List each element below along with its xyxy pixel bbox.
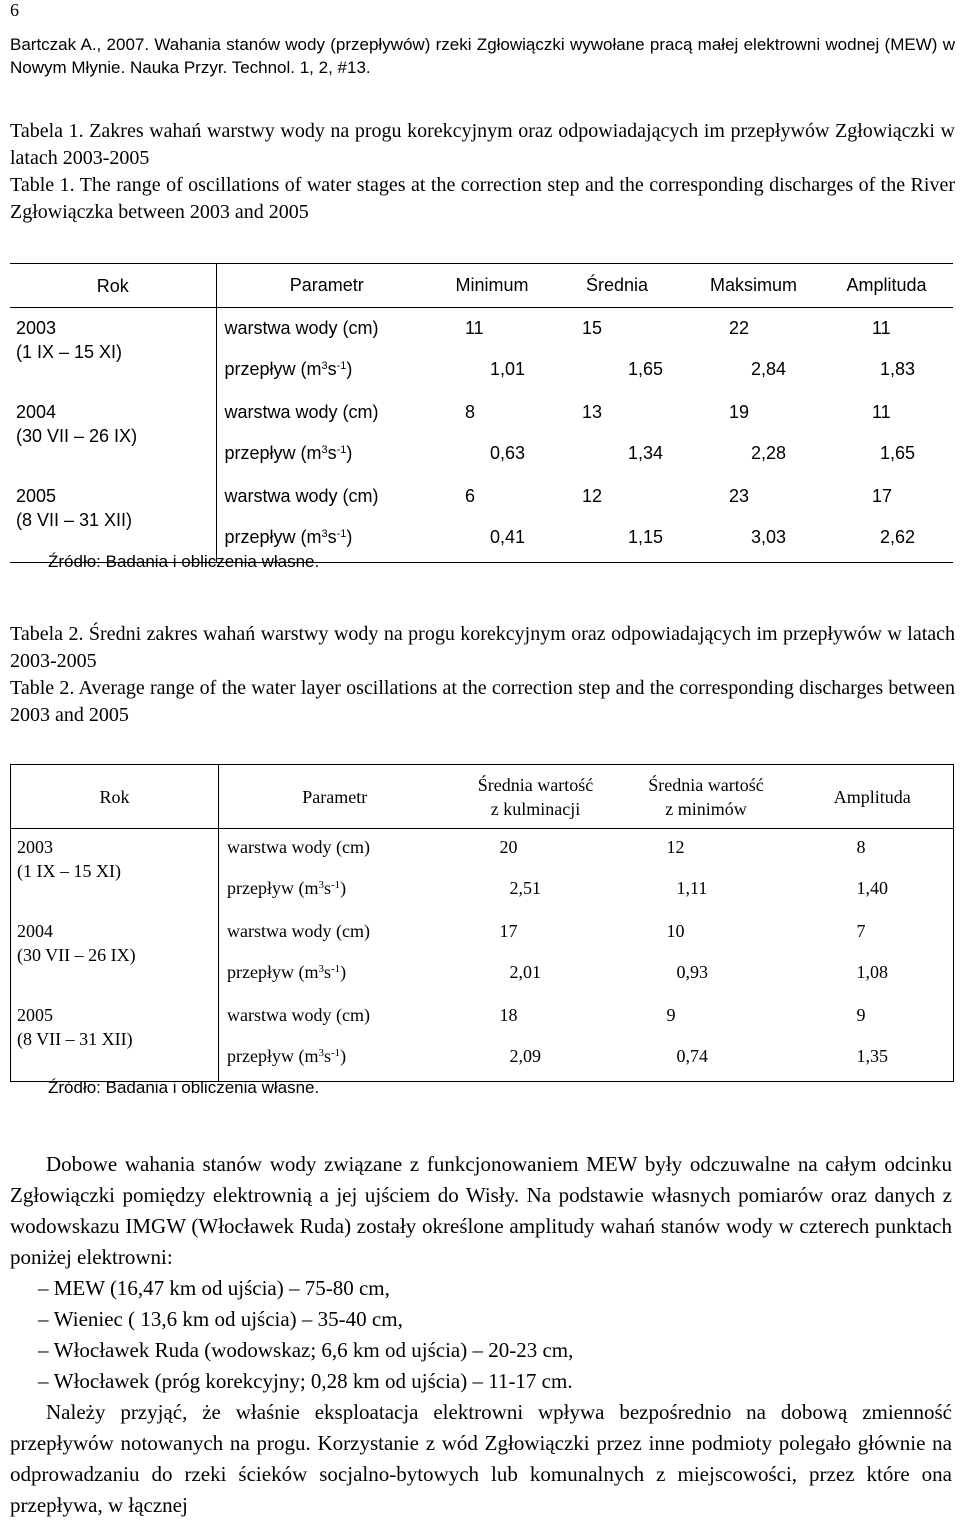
cell-min: 11 — [465, 318, 484, 338]
unit-exponent: 3 — [321, 528, 328, 540]
cell-mean: 1,34 — [627, 443, 663, 463]
table-row — [11, 997, 954, 1040]
list-item: – Wieniec ( 13,6 km od ujścia) – 35-40 cm, — [38, 1304, 952, 1335]
table2-header-minimow — [621, 765, 792, 829]
unit-exponent: -1 — [330, 963, 341, 975]
cell-kulminacji: 18 — [499, 1005, 518, 1025]
table1 — [10, 263, 953, 563]
header-line: z kulminacji — [490, 798, 581, 819]
table2-caption-pl: Tabela 2. Średni zakres wahań warstwy wody na progu korekcyjnym oraz odpowiadających im przepływów w latach 2003-2005 — [10, 623, 955, 672]
unit-part: ) — [346, 359, 353, 379]
table1-header-minimum: Minimum — [437, 264, 547, 308]
cell-amplitude: 1,35 — [856, 1046, 888, 1066]
param-stage: warstwa wody (cm) — [224, 318, 379, 338]
param-flow — [219, 1040, 451, 1082]
cell-min: 0,63 — [489, 443, 525, 463]
period-label: (1 IX – 15 XI) — [16, 342, 123, 362]
unit-part: s — [323, 1046, 331, 1066]
table-row — [10, 394, 953, 437]
unit-exponent: -1 — [330, 879, 341, 891]
citation: Bartczak A., 2007. Wahania stanów wody (przepływów) rzeki Zgłowiączki wywołane pracą małej elektrowni wodnej (MEW) w Nowym Młynie. Nauka Przyr. Technol. 1, 2, #13. — [10, 35, 955, 77]
cell-kulminacji: 2,01 — [509, 962, 541, 982]
unit-part: s — [327, 359, 337, 379]
unit-exponent: -1 — [336, 528, 347, 540]
year-cell — [10, 308, 216, 395]
period-label: (30 VII – 26 IX) — [16, 426, 138, 446]
list-item: – Włocławek (próg korekcyjny; 0,28 km od ujścia) – 11-17 cm. — [38, 1366, 952, 1397]
unit-exponent: -1 — [336, 360, 347, 372]
cell-minimow: 12 — [666, 837, 685, 857]
table1-caption — [10, 118, 955, 226]
header-line: Średnia wartość — [477, 774, 594, 795]
cell-max: 19 — [729, 402, 750, 422]
table2-caption — [10, 621, 955, 729]
unit-part: ) — [340, 962, 347, 982]
table-row — [11, 829, 954, 873]
cell-amplitude: 17 — [872, 486, 893, 506]
table1-header-rok: Rok — [10, 264, 216, 308]
cell-minimow: 1,11 — [676, 878, 708, 898]
cell-min: 0,41 — [489, 527, 525, 547]
table2-header-rok: Rok — [11, 765, 219, 829]
param-stage: warstwa wody (cm) — [224, 486, 379, 506]
table2-header-amplituda: Amplituda — [792, 765, 954, 829]
unit-part: s — [327, 527, 337, 547]
year-cell — [10, 478, 216, 563]
table1-header-row — [10, 264, 953, 308]
year-label: 2005 — [16, 486, 57, 506]
unit-exponent: 3 — [318, 879, 324, 891]
param-flow — [219, 872, 451, 913]
year-cell — [10, 394, 216, 478]
cell-minimow: 9 — [666, 1005, 676, 1025]
cell-mean: 13 — [582, 402, 603, 422]
page-number: 6 — [10, 0, 19, 20]
cell-mean: 12 — [582, 486, 603, 506]
year-cell — [11, 997, 219, 1082]
cell-amplitude: 1,83 — [879, 359, 915, 379]
unit-exponent: 3 — [321, 444, 328, 456]
cell-amplitude: 1,40 — [856, 878, 888, 898]
period-label: (30 VII – 26 IX) — [17, 945, 136, 965]
unit-part: ) — [340, 1046, 347, 1066]
cell-kulminacji: 17 — [499, 921, 518, 941]
cell-max: 2,84 — [750, 359, 786, 379]
unit-exponent: 3 — [318, 963, 324, 975]
table1-header-parametr: Parametr — [216, 264, 437, 308]
unit-part: ) — [340, 878, 347, 898]
header-line: z minimów — [665, 798, 747, 819]
cell-amplitude: 11 — [872, 402, 891, 422]
table-row — [10, 308, 953, 354]
year-label: 2004 — [17, 921, 53, 941]
cell-mean: 15 — [582, 318, 603, 338]
year-label: 2003 — [17, 837, 53, 857]
cell-min: 8 — [465, 402, 476, 422]
flow-label: przepływ (m — [224, 359, 322, 379]
cell-min: 1,01 — [489, 359, 525, 379]
cell-max: 3,03 — [750, 527, 786, 547]
table1-caption-en: Table 1. The range of oscillations of water stages at the correction step and the corresponding discharges of the River Zgłowiączka between 2003 and 2005 — [10, 174, 955, 223]
table1-header-maksimum: Maksimum — [687, 264, 820, 308]
unit-part: ) — [346, 527, 353, 547]
table2-header-row — [11, 765, 954, 829]
cell-amplitude: 11 — [872, 318, 891, 338]
header-line: Średnia wartość — [648, 774, 764, 795]
list-item: – Włocławek Ruda (wodowskaz; 6,6 km od ujścia) – 20-23 cm, — [38, 1335, 952, 1366]
table1-header-amplituda: Amplituda — [820, 264, 953, 308]
cell-minimow: 0,93 — [676, 962, 708, 982]
cell-max: 23 — [729, 486, 750, 506]
table2-source: Źródło: Badania i obliczenia własne. — [48, 1078, 320, 1097]
flow-label: przepływ (m — [224, 443, 322, 463]
cell-mean: 1,65 — [627, 359, 663, 379]
table2-header-parametr: Parametr — [219, 765, 451, 829]
year-label: 2003 — [16, 318, 57, 338]
unit-exponent: 3 — [318, 1047, 324, 1059]
year-label: 2004 — [16, 402, 57, 422]
cell-mean: 1,15 — [627, 527, 663, 547]
paragraph: Należy przyjąć, że właśnie eksploatacja elektrowni wpływa bezpośrednio na dobową zmienność przepływów notowanych na progu. Korzystanie z wód Zgłowiączki przez inne podmioty polegało głównie na odprowadzaniu do rzeki ścieków socjalno-bytowych lub komunalnych z miejscowości, przez które ona przepływa, w łącznej — [10, 1400, 952, 1517]
table1-header-srednia: Średnia — [547, 264, 687, 308]
param-stage: warstwa wody (cm) — [224, 402, 379, 422]
table-row — [11, 913, 954, 956]
flow-label: przepływ (m — [224, 527, 322, 547]
table2 — [10, 764, 954, 1082]
cell-amplitude: 2,62 — [879, 527, 915, 547]
param-stage: warstwa wody (cm) — [227, 1005, 370, 1025]
unit-exponent: -1 — [336, 444, 347, 456]
body-text — [10, 1149, 952, 1521]
cell-minimow: 0,74 — [676, 1046, 708, 1066]
unit-part: s — [323, 962, 331, 982]
cell-amplitude: 7 — [856, 921, 866, 941]
param-stage: warstwa wody (cm) — [227, 837, 370, 857]
paragraph: Dobowe wahania stanów wody związane z funkcjonowaniem MEW były odczuwalne na całym odcinku Zgłowiączki pomiędzy elektrownią a jej ujściem do Wisły. Na podstawie własnych pomiarów oraz danych z wodowskazu IMGW (Włocławek Ruda) zostały określone amplitudy wahań stanów wody w czterech punktach poniżej elektrowni: — [10, 1152, 952, 1269]
unit-part: s — [327, 443, 337, 463]
cell-amplitude: 8 — [856, 837, 866, 857]
unit-exponent: 3 — [321, 360, 328, 372]
table2-caption-en: Table 2. Average range of the water layer oscillations at the correction step and the corresponding discharges between 2003 and 2005 — [10, 677, 955, 726]
cell-amplitude: 9 — [856, 1005, 866, 1025]
table1-source: Źródło: Badania i obliczenia własne. — [48, 552, 320, 571]
cell-minimow: 10 — [666, 921, 685, 941]
cell-amplitude: 1,65 — [879, 443, 915, 463]
cell-min: 6 — [465, 486, 476, 506]
cell-kulminacji: 2,51 — [509, 878, 541, 898]
year-cell — [11, 913, 219, 997]
table2-header-kulminacji — [451, 765, 621, 829]
cell-kulminacji: 20 — [499, 837, 518, 857]
cell-kulminacji: 2,09 — [509, 1046, 541, 1066]
table1-caption-pl: Tabela 1. Zakres wahań warstwy wody na progu korekcyjnym oraz odpowiadających im przepływów Zgłowiączki w latach 2003-2005 — [10, 120, 955, 169]
param-flow — [216, 437, 437, 478]
list-item: – MEW (16,47 km od ujścia) – 75-80 cm, — [38, 1273, 952, 1304]
unit-part: s — [323, 878, 331, 898]
unit-exponent: -1 — [330, 1047, 341, 1059]
period-label: (1 IX – 15 XI) — [17, 861, 121, 881]
table-row — [10, 478, 953, 521]
flow-label: przepływ (m — [227, 878, 319, 898]
cell-amplitude: 1,08 — [856, 962, 888, 982]
param-stage: warstwa wody (cm) — [227, 921, 370, 941]
amplitude-list — [10, 1273, 952, 1397]
flow-label: przepływ (m — [227, 962, 319, 982]
year-cell — [11, 829, 219, 914]
period-label: (8 VII – 31 XII) — [17, 1029, 133, 1049]
param-flow — [216, 353, 437, 394]
param-flow — [219, 956, 451, 997]
unit-part: ) — [346, 443, 353, 463]
year-label: 2005 — [17, 1005, 53, 1025]
cell-max: 22 — [729, 318, 750, 338]
cell-max: 2,28 — [750, 443, 786, 463]
flow-label: przepływ (m — [227, 1046, 319, 1066]
period-label: (8 VII – 31 XII) — [16, 510, 133, 530]
